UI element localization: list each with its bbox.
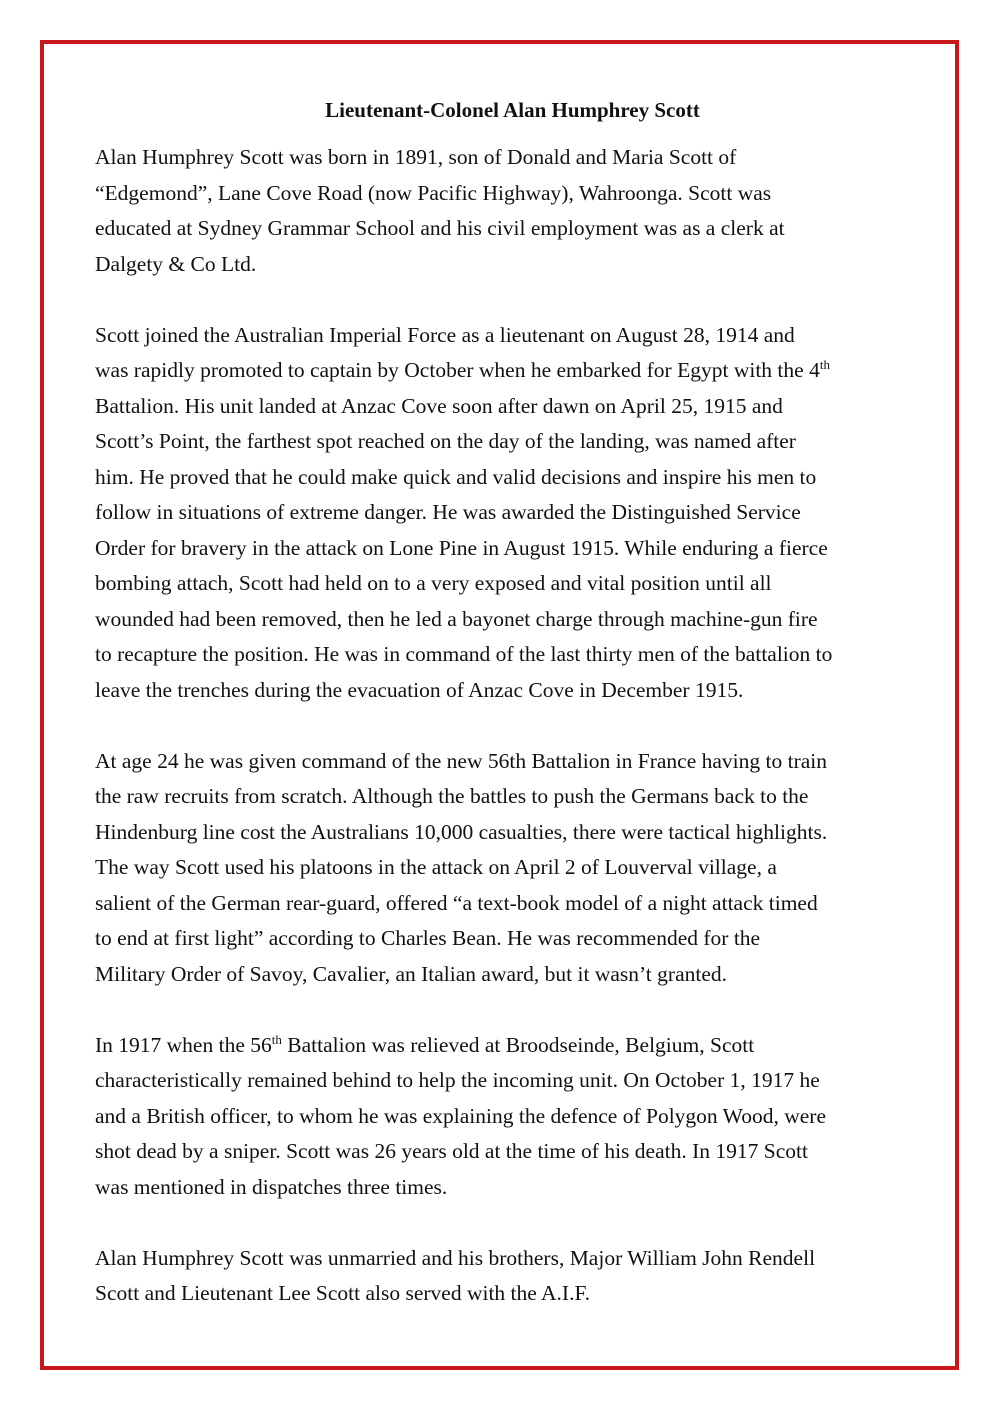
text-line: Dalgety & Co Ltd. bbox=[95, 251, 257, 276]
text-line: educated at Sydney Grammar School and his civil employment was as a clerk at bbox=[95, 216, 785, 240]
text-line: Scott joined the Australian Imperial Force as a lieutenant on August 28, 1914 and bbox=[95, 322, 795, 347]
document-title: Lieutenant-Colonel Alan Humphrey Scott bbox=[325, 98, 700, 122]
text-line: was rapidly promoted to captain by October when he embarked for Egypt with the 4 bbox=[95, 358, 820, 382]
text-line: wounded had been removed, then he led a bayonet charge through machine-gun fire bbox=[95, 606, 818, 631]
text-line: Hindenburg line cost the Australians 10,000 casualties, there were tactical highlights. bbox=[95, 819, 828, 844]
superscript: th bbox=[271, 1031, 282, 1047]
text-line: Battalion. His unit landed at Anzac Cove soon after dawn on April 25, 1915 and bbox=[95, 393, 783, 418]
text-line: In 1917 when the 56 bbox=[95, 1032, 272, 1057]
text-line: him. He proved that he could make quick and valid decisions and inspire his men to bbox=[95, 464, 817, 489]
text-line: At age 24 he was given command of the new 56th Battalion in France having to train bbox=[95, 748, 828, 773]
text-line: to recapture the position. He was in command of the last thirty men of the battalion to bbox=[95, 642, 833, 666]
text-line: leave the trenches during the evacuation of Anzac Cove in December 1915. bbox=[95, 677, 744, 702]
paragraph-death bbox=[95, 1028, 915, 1206]
text-line: and a British officer, to whom he was explaining the defence of Polygon Wood, were bbox=[95, 1103, 827, 1128]
paragraph-gallipoli bbox=[95, 318, 915, 709]
paragraph-family bbox=[95, 1241, 915, 1312]
text-line: the raw recruits from scratch. Although the battles to push the Germans back to the bbox=[95, 784, 809, 808]
text-line: salient of the German rear-guard, offered “a text-book model of a night attack timed bbox=[95, 890, 818, 915]
paragraph-birth bbox=[95, 140, 915, 282]
superscript: th bbox=[819, 356, 830, 372]
text-line: Alan Humphrey Scott was unmarried and his brothers, Major William John Rendell bbox=[95, 1245, 816, 1270]
text-line: follow in situations of extreme danger. He was awarded the Distinguished Service bbox=[95, 500, 801, 524]
text-line: characteristically remained behind to help the incoming unit. On October 1, 1917 he bbox=[95, 1068, 820, 1092]
text-line: Military Order of Savoy, Cavalier, an Italian award, but it wasn’t granted. bbox=[95, 961, 728, 986]
text-line: shot dead by a sniper. Scott was 26 years old at the time of his death. In 1917 Scott bbox=[95, 1139, 808, 1163]
text-line: Battalion was relieved at Broodseinde, Belgium, Scott bbox=[281, 1032, 755, 1057]
document-body bbox=[95, 94, 915, 1347]
paragraph-france bbox=[95, 744, 915, 993]
text-line: Alan Humphrey Scott was born in 1891, son of Donald and Maria Scott of bbox=[95, 145, 737, 169]
text-line: to end at first light” according to Charles Bean. He was recommended for the bbox=[95, 926, 761, 950]
text-line: was mentioned in dispatches three times. bbox=[95, 1174, 448, 1199]
text-line: Scott and Lieutenant Lee Scott also served with the A.I.F. bbox=[95, 1281, 591, 1305]
text-line: Scott’s Point, the farthest spot reached on the day of the landing, was named after bbox=[95, 429, 796, 453]
text-line: “Edgemond”, Lane Cove Road (now Pacific Highway), Wahroonga. Scott was bbox=[95, 180, 772, 205]
text-line: The way Scott used his platoons in the attack on April 2 of Louverval village, a bbox=[95, 855, 777, 879]
text-line: bombing attach, Scott had held on to a very exposed and vital position until all bbox=[95, 571, 772, 595]
text-line: Order for bravery in the attack on Lone Pine in August 1915. While enduring a fierce bbox=[95, 535, 828, 560]
